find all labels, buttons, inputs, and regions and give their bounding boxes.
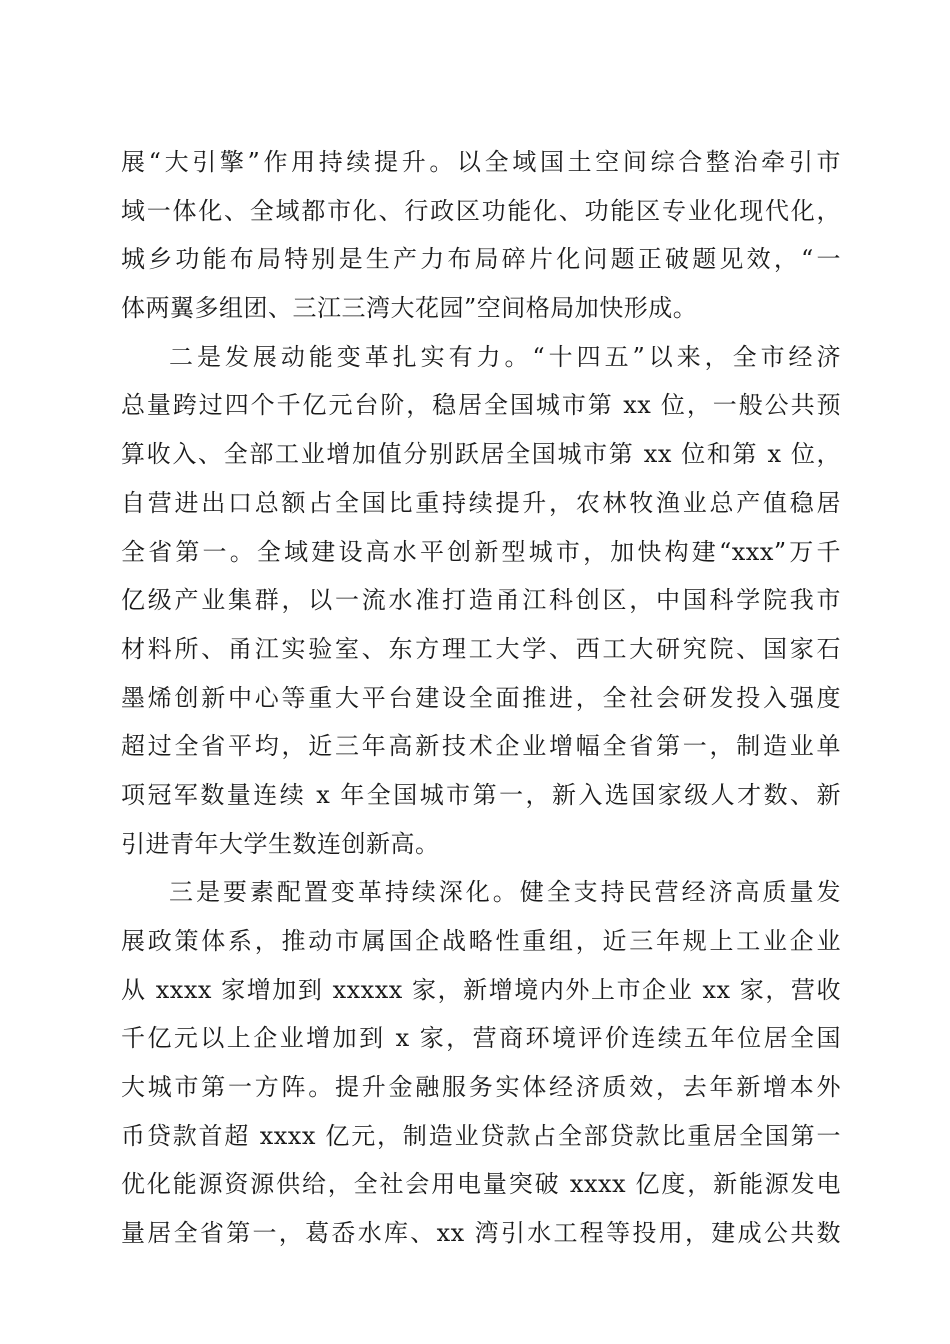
paragraph-3-line-8: 量居全省第一，葛岙水库、xx 湾引水工程等投用，建成公共数 xyxy=(121,1219,841,1248)
paragraph-3-line-1: 三是要素配置变革持续深化。健全支持民营经济高质量发 xyxy=(169,878,841,907)
paragraph-3-line-3: 从 xxxx 家增加到 xxxxx 家，新增境内外上市企业 xx 家，营收 xyxy=(121,975,841,1004)
paragraph-1-line-2: 域一体化、全域都市化、行政区功能化、功能区专业化现代化， xyxy=(121,196,841,225)
paragraph-2-line-5: 全省第一。全域建设高水平创新型城市，加快构建“xxx”万千 xyxy=(121,537,841,566)
paragraph-2-line-9: 超过全省平均，近三年高新技术企业增幅全省第一，制造业单 xyxy=(121,732,841,761)
paragraph-2-line-6: 亿级产业集群，以一流水准打造甬江科创区，中国科学院我市 xyxy=(121,586,841,615)
paragraph-2-line-7: 材料所、甬江实验室、东方理工大学、西工大研究院、国家石 xyxy=(121,634,841,663)
document-body xyxy=(121,138,841,1258)
paragraph-2-line-3: 算收入、全部工业增加值分别跃居全国城市第 xx 位和第 x 位， xyxy=(121,440,841,469)
paragraph-1-line-1: 展“大引擎”作用持续提升。以全域国土空间综合整治牵引市 xyxy=(121,148,841,176)
paragraph-3-line-4: 千亿元以上企业增加到 x 家，营商环境评价连续五年位居全国 xyxy=(121,1024,841,1053)
paragraph-2-line-2: 总量跨过四个千亿元台阶，稳居全国城市第 xx 位，一般公共预 xyxy=(121,391,841,420)
paragraph-3-line-6: 币贷款首超 xxxx 亿元，制造业贷款占全部贷款比重居全国第一 xyxy=(121,1121,841,1150)
paragraph-2-line-8: 墨烯创新中心等重大平台建设全面推进，全社会研发投入强度 xyxy=(121,683,841,712)
paragraph-2-line-10: 项冠军数量连续 x 年全国城市第一，新入选国家级人才数、新 xyxy=(121,780,841,809)
paragraph-1-line-3: 城乡功能布局特别是生产力布局碎片化问题正破题见效，“一 xyxy=(121,245,841,274)
paragraph-1-line-4: 体两翼多组团、三江三湾大花园”空间格局加快形成。 xyxy=(121,294,698,323)
paragraph-2-line-11: 引进青年大学生数连创新高。 xyxy=(121,829,440,858)
paragraph-2-line-4: 自营进出口总额占全国比重持续提升，农林牧渔业总产值稳居 xyxy=(121,488,841,517)
paragraph-2-line-1: 二是发展动能变革扎实有力。“十四五”以来，全市经济 xyxy=(169,342,841,371)
paragraph-3-line-7: 优化能源资源供给，全社会用电量突破 xxxx 亿度，新能源发电 xyxy=(121,1170,841,1199)
paragraph-3-line-5: 大城市第一方阵。提升金融服务实体经济质效，去年新增本外 xyxy=(121,1073,841,1102)
paragraph-3-line-2: 展政策体系，推动市属国企战略性重组，近三年规上工业企业 xyxy=(121,927,841,955)
